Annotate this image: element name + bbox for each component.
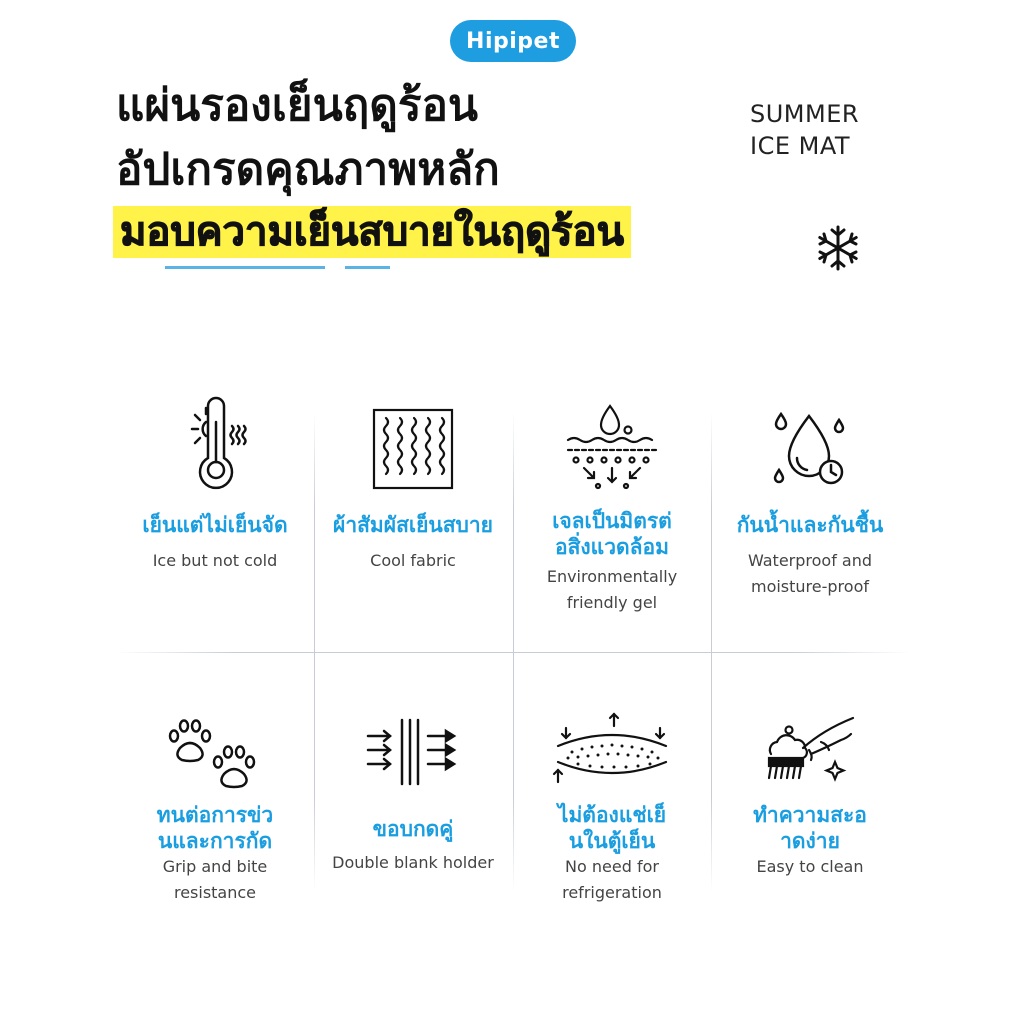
feature-subtitle: Cool fabric	[370, 551, 456, 570]
feature-item	[513, 712, 711, 972]
water-drops-icon	[765, 392, 855, 502]
paw-prints-icon	[160, 712, 270, 792]
feature-item	[711, 392, 909, 652]
feature-subtitle: Ice but not cold	[152, 551, 278, 570]
feature-subtitle: Waterproof and	[747, 551, 873, 570]
feature-title: เจลเป็นมิตรต่	[552, 509, 672, 533]
feature-title: ไม่ต้องแช่เย็	[557, 803, 667, 827]
feature-title: าดง่าย	[780, 829, 840, 853]
feature-subtitle: refrigeration	[562, 883, 662, 902]
gel-drop-icon	[562, 392, 662, 502]
headline-line-2: อัปเกรดคุณภาพหลัก	[116, 144, 500, 195]
feature-subtitle: resistance	[173, 883, 257, 902]
feature-title: นและการกัด	[157, 829, 273, 853]
feature-subtitle: Easy to clean	[756, 857, 864, 876]
feature-item	[314, 392, 512, 652]
headline-highlight	[116, 209, 628, 255]
tagline-line-2: ICE MAT	[750, 132, 851, 160]
tagline-line-1: SUMMER	[750, 100, 860, 128]
feature-subtitle: Double blank holder	[332, 853, 494, 872]
feature-title: ขอบกดคู่	[372, 817, 454, 841]
feature-subtitle: moisture-proof	[750, 577, 869, 596]
headline-highlight-text: มอบความเย็นสบายในฤดูร้อน	[116, 209, 628, 255]
feature-title: เย็นแต่ไม่เย็นจัด	[142, 513, 288, 537]
feature-title: ทนต่อการข่ว	[156, 803, 274, 827]
thermometer-icon	[170, 392, 260, 502]
feature-item	[711, 712, 909, 972]
feature-subtitle: Environmentally	[546, 567, 678, 586]
decorative-line-short	[345, 266, 390, 269]
feature-title: นในตู้เย็น	[568, 829, 656, 853]
feature-title: ผ้าสัมผัสเย็นสบาย	[333, 513, 493, 537]
feature-subtitle: No need for	[565, 857, 659, 876]
feature-title: อสิ่งแวดล้อม	[555, 535, 669, 559]
cushion-layer-icon	[552, 712, 672, 792]
fabric-icon	[368, 392, 458, 502]
feature-item	[116, 392, 314, 652]
feature-item	[513, 392, 711, 652]
grid-divider	[116, 652, 910, 653]
snowflake-icon	[814, 224, 862, 272]
decorative-line	[165, 266, 325, 269]
pressure-arrows-icon	[358, 712, 468, 792]
feature-item	[314, 712, 512, 972]
feature-item	[116, 712, 314, 972]
cleaning-brush-icon	[755, 712, 865, 792]
feature-grid	[116, 392, 910, 912]
feature-subtitle: friendly gel	[566, 593, 658, 612]
brand-logo: Hipipet	[450, 20, 576, 62]
feature-title: กันน้ำและกันชื้น	[736, 513, 884, 537]
feature-title: ทำความสะอ	[753, 803, 867, 827]
headline-line-1: แผ่นรองเย็นฤดูร้อน	[116, 80, 479, 131]
feature-subtitle: Grip and bite	[162, 857, 268, 876]
